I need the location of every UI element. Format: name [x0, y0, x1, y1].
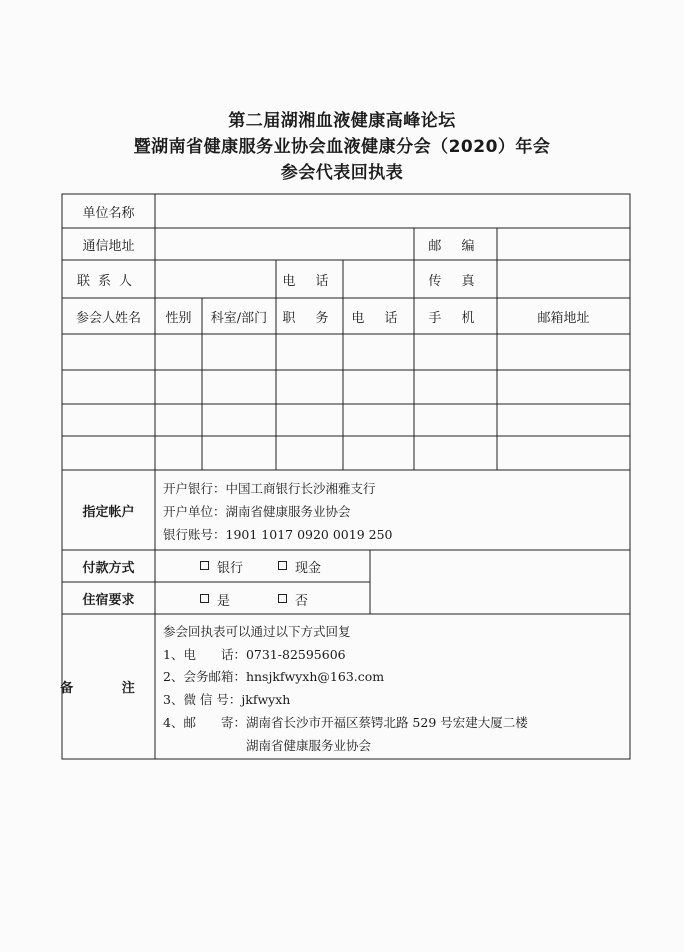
account-label: 指定帐户: [82, 504, 135, 520]
payment-option-bank-label: 银行: [217, 561, 244, 576]
remarks-mail-address: 4、邮 寄：湖南省长沙市开福区蔡锷北路 529 号宏建大厦二楼: [163, 715, 528, 730]
remarks-wechat: 3、微 信 号：jkfwyxh: [163, 692, 291, 707]
fax-field[interactable]: [498, 261, 629, 297]
contact-label: 联系人: [76, 273, 140, 289]
lodging-option-yes[interactable]: [200, 590, 230, 609]
payment-label: 付款方式: [82, 560, 135, 576]
account-holder: 开户单位：湖南省健康服务业协会: [163, 504, 351, 519]
checkbox-icon: [200, 561, 209, 570]
payment-option-cash[interactable]: [278, 557, 321, 576]
attendee-header-department: 科室/部门: [210, 310, 268, 326]
checkbox-icon: [200, 594, 209, 603]
phone-label: 电 话: [282, 273, 337, 289]
contact-field[interactable]: [156, 261, 275, 297]
lodging-option-no[interactable]: [278, 590, 308, 609]
attendee-row-4[interactable]: [63, 437, 629, 469]
fax-label: 传 真: [428, 273, 483, 289]
attendee-row-1[interactable]: [63, 335, 629, 369]
checkbox-icon: [278, 561, 287, 570]
attendee-row-2[interactable]: [63, 371, 629, 403]
attendee-header-gender: 性别: [165, 310, 192, 326]
remarks-phone: 1、电 话：0731-82595606: [163, 647, 346, 662]
attendee-header-email: 邮箱地址: [537, 310, 590, 326]
lodging-option-yes-label: 是: [217, 594, 231, 609]
postcode-field[interactable]: [498, 229, 629, 259]
lodging-label: 住宿要求: [82, 592, 135, 608]
attendee-header-name: 参会人姓名: [75, 310, 141, 326]
payment-option-cash-label: 现金: [295, 561, 322, 576]
remarks-email: 2、会务邮箱：hnsjkfwyxh@163.com: [163, 669, 385, 684]
remarks-mail-recipient: 湖南省健康服务业协会: [246, 738, 372, 753]
address-field[interactable]: [156, 229, 413, 259]
unit-name-field[interactable]: [156, 195, 629, 227]
account-bank: 开户银行：中国工商银行长沙湘雅支行: [163, 481, 376, 496]
title-line-3: 参会代表回执表: [280, 163, 404, 183]
lodging-option-no-label: 否: [295, 594, 309, 609]
title-line-1: 第二届湖湘血液健康高峰论坛: [228, 111, 456, 131]
checkbox-icon: [278, 594, 287, 603]
remarks-label: 备 注: [60, 681, 157, 696]
attendee-header-position: 职 务: [282, 310, 337, 326]
attendee-row-3[interactable]: [63, 405, 629, 435]
payment-option-bank[interactable]: [200, 557, 243, 576]
attendee-header-mobile: 手 机: [428, 310, 483, 326]
title-line-2: 暨湖南省健康服务业协会血液健康分会（2020）年会: [133, 137, 551, 157]
account-number: 银行账号：1901 1017 0920 0019 250: [163, 527, 393, 542]
unit-name-label: 单位名称: [82, 205, 135, 221]
attendee-header-phone: 电 话: [351, 310, 406, 326]
phone-field[interactable]: [344, 261, 413, 297]
address-label: 通信地址: [82, 238, 135, 254]
postcode-label: 邮 编: [428, 238, 483, 254]
remarks-intro: 参会回执表可以通过以下方式回复: [163, 624, 351, 639]
